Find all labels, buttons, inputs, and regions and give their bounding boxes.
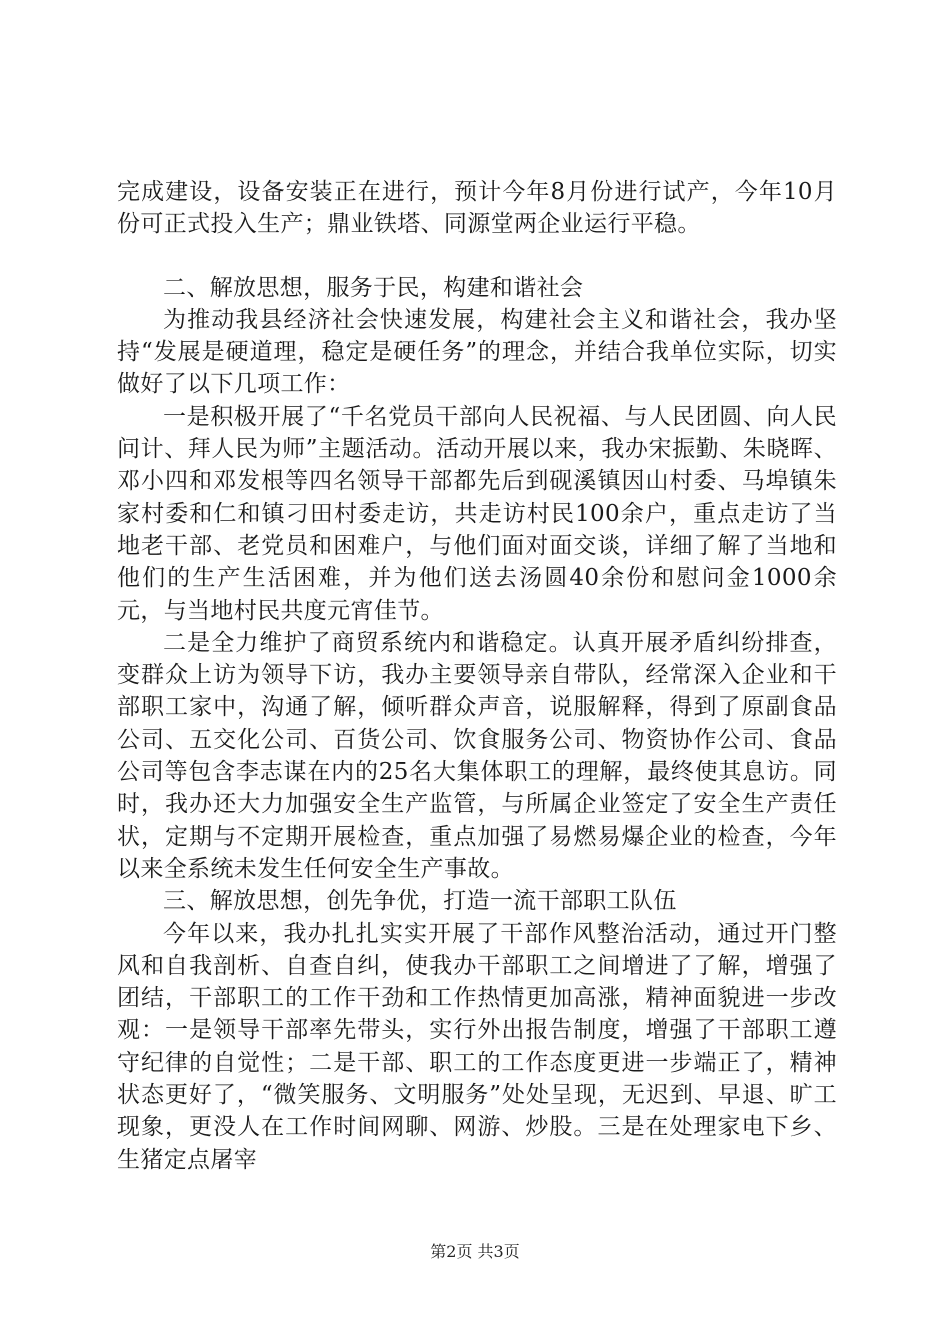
- paragraph-continuation: 完成建设，设备安装正在进行，预计今年8月份进行试产，今年10月份可正式投入生产；鼎业铁塔、同源堂两企业运行平稳。: [117, 179, 837, 238]
- page-footer: 第2页 共3页: [430, 1242, 520, 1261]
- document-body: [117, 176, 837, 1176]
- paragraph-intro: 为推动我县经济社会快速发展，构建社会主义和谐社会，我办坚持“发展是硬道理，稳定是硬任务”的理念，并结合我单位实际，切实做好了以下几项工作：: [117, 306, 837, 398]
- section-heading-two: 二、解放思想，服务于民，构建和谐社会: [163, 274, 584, 301]
- paragraph-activity: 一是积极开展了“千名党员干部向人民祝福、与人民团圆、向人民问计、拜人民为师”主题活动。活动开展以来，我办宋振勤、朱晓晖、邓小四和邓发根等四名领导干部都先后到砚溪镇因山村委、马埠镇朱家村委和仁和镇刁田村委走访，共走访村民100余户，重点走访了当地老干部、老党员和困难户，与他们面对面交谈，详细了解了当地和他们的生产生活困难，并为他们送去汤圆40余份和慰问金1000余元，与当地村民共度元宵佳节。: [117, 403, 837, 624]
- section-heading-three: 三、解放思想，创先争优，打造一流干部职工队伍: [163, 888, 677, 915]
- paragraph-work-style: 今年以来，我办扎扎实实开展了干部作风整治活动，通过开门整风和自我剖析、自查自纠，使我办干部职工之间增进了了解，增强了团结，干部职工的工作干劲和工作热情更加高涨，精神面貌进一步改观：一是领导干部率先带头，实行外出报告制度，增强了干部职工遵守纪律的自觉性；二是干部、职工的工作态度更进一步端正了，精神状态更好了，“微笑服务、文明服务”处处呈现，无迟到、早退、旷工现象，更没人在工作时间网聊、网游、炒股。三是在处理家电下乡、生猪定点屠宰: [117, 920, 837, 1173]
- paragraph-stability: 二是全力维护了商贸系统内和谐稳定。认真开展矛盾纠纷排查，变群众上访为领导下访，我办主要领导亲自带队，经常深入企业和干部职工家中，沟通了解，倾听群众声音，说服解释，得到了原副食品公司、五交化公司、百货公司、饮食服务公司、物资协作公司、食品公司等包含李志谋在内的25名大集体职工的理解，最终使其息访。同时，我办还大力加强安全生产监管，与所属企业签定了安全生产责任状，定期与不定期开展检查，重点加强了易燃易爆企业的检查，今年以来全系统未发生任何安全生产事故。: [117, 629, 837, 882]
